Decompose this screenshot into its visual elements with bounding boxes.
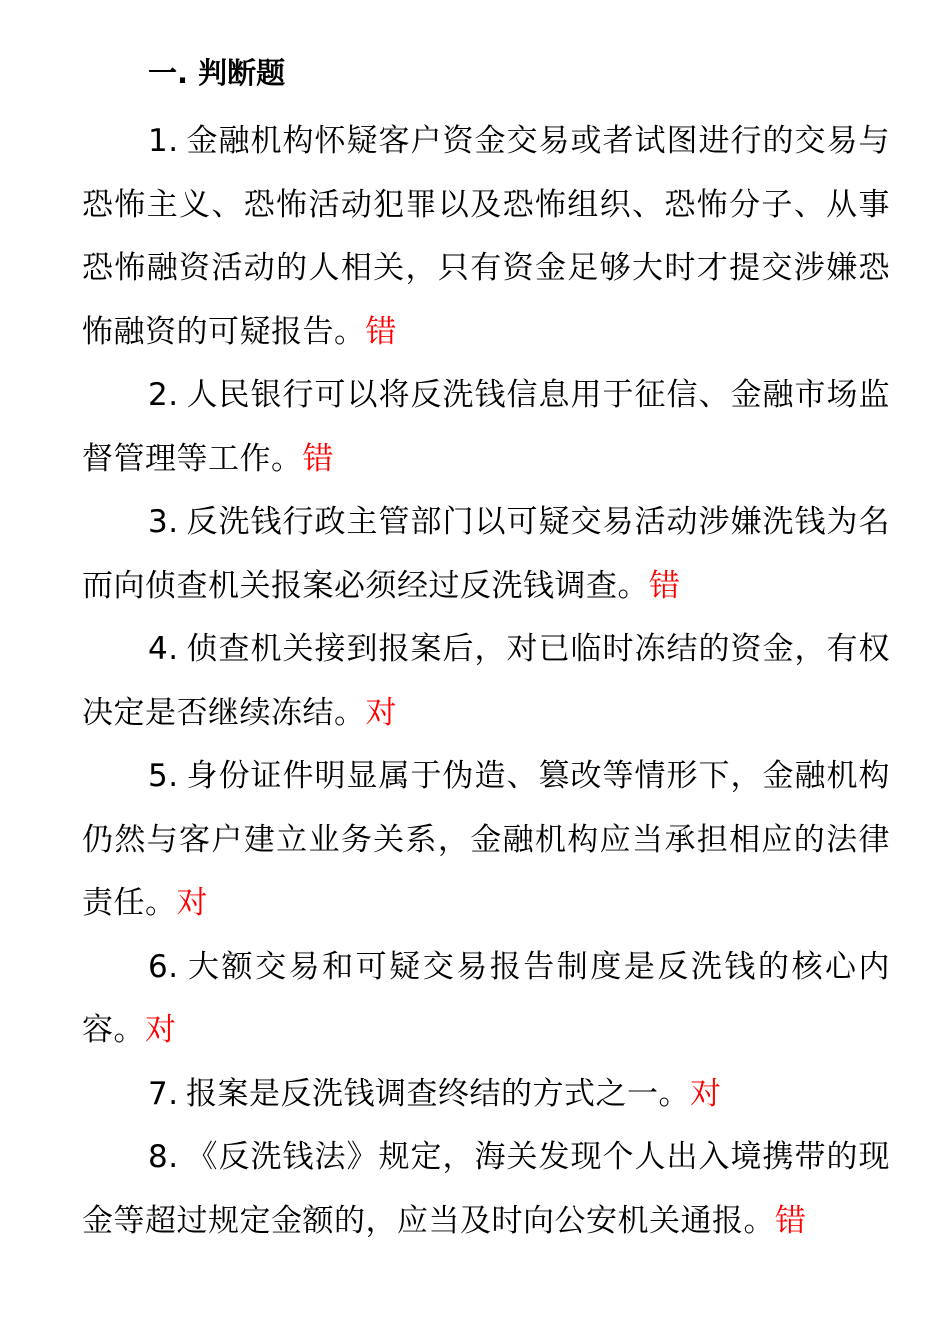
question-2 bbox=[82, 364, 890, 491]
question-8 bbox=[82, 1126, 890, 1253]
answer-mark: 错 bbox=[365, 313, 397, 350]
answer-mark: 错 bbox=[775, 1202, 807, 1239]
question-number: 2. bbox=[148, 377, 179, 413]
question-text: 人民银行可以将反洗钱信息用于征信、金融市场监督管理等工作。 bbox=[82, 377, 890, 477]
question-number: 4. bbox=[148, 631, 179, 667]
answer-mark: 错 bbox=[302, 440, 334, 477]
answer-mark: 对 bbox=[176, 885, 208, 921]
question-text: 身份证件明显属于伪造、篡改等情形下，金融机构仍然与客户建立业务关系，金融机构应当承担相应的法律责任。 bbox=[82, 758, 890, 921]
question-number: 6. bbox=[148, 948, 179, 985]
question-text: 金融机构怀疑客户资金交易或者试图进行的交易与恐怖主义、恐怖活动犯罪以及恐怖组织、恐怖分子、从事恐怖融资活动的人相关，只有资金足够大时才提交涉嫌恐怖融资的可疑报告。 bbox=[82, 123, 890, 350]
question-text: 侦查机关接到报案后，对已临时冻结的资金，有权决定是否继续冻结。 bbox=[82, 631, 890, 731]
question-1 bbox=[82, 110, 890, 364]
question-7 bbox=[82, 1063, 890, 1127]
answer-mark: 对 bbox=[145, 1012, 177, 1048]
question-number: 7. bbox=[148, 1075, 179, 1112]
question-text: 报案是反洗钱调查终结的方式之一。 bbox=[186, 1075, 690, 1112]
answer-mark: 对 bbox=[690, 1075, 722, 1112]
question-5 bbox=[82, 745, 890, 936]
question-3 bbox=[82, 491, 890, 618]
section-heading: 一. 判断题 bbox=[148, 56, 286, 90]
answer-mark: 对 bbox=[365, 694, 397, 731]
question-text: 反洗钱行政主管部门以可疑交易活动涉嫌洗钱为名而向侦查机关报案必须经过反洗钱调查。 bbox=[82, 504, 890, 604]
question-number: 3. bbox=[148, 504, 179, 540]
question-text: 《反洗钱法》规定，海关发现个人出入境携带的现金等超过规定金额的，应当及时向公安机关通报。 bbox=[82, 1139, 890, 1239]
question-6 bbox=[82, 936, 890, 1063]
question-4 bbox=[82, 618, 890, 745]
question-number: 5. bbox=[148, 758, 179, 794]
question-text: 大额交易和可疑交易报告制度是反洗钱的核心内容。 bbox=[82, 948, 890, 1048]
question-number: 8. bbox=[148, 1139, 179, 1175]
answer-mark: 错 bbox=[649, 567, 681, 604]
question-number: 1. bbox=[148, 123, 179, 159]
